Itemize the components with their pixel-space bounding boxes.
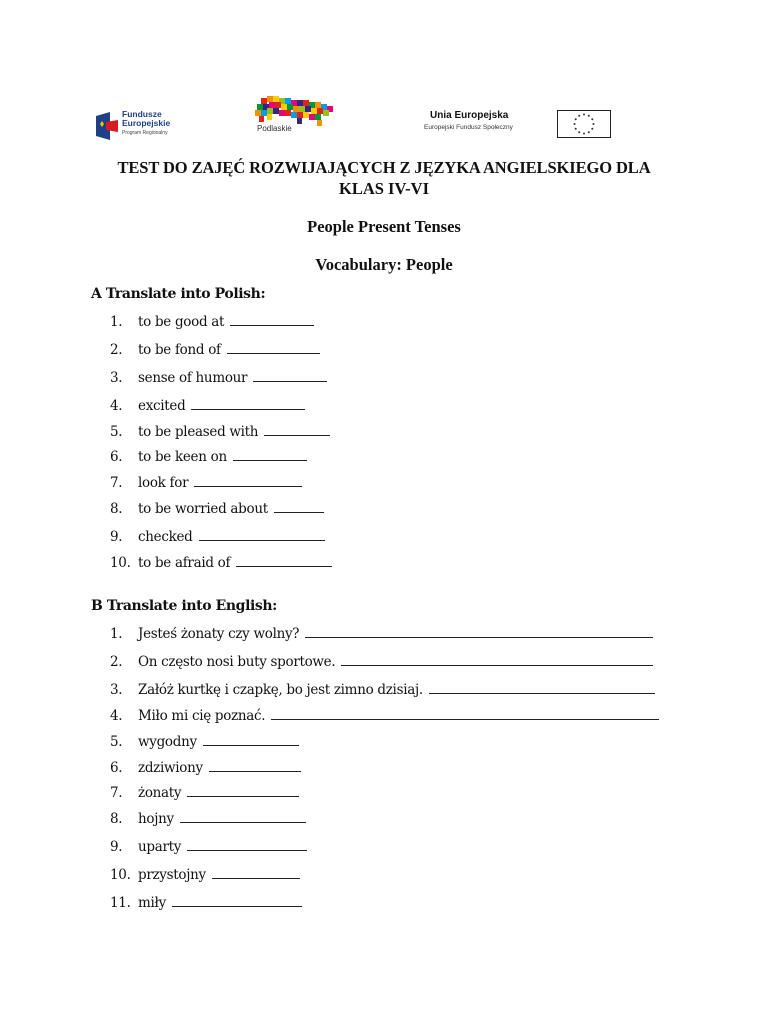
section-b-item [110,811,306,827]
answer-blank[interactable] [194,475,302,487]
item-text: to be pleased with [138,424,259,440]
item-text: checked [138,529,193,545]
item-number: 3. [110,370,123,386]
podlaskie-logo [247,94,347,146]
section-a-item [110,529,325,545]
item-text: Miło mi cię poznać. [138,708,266,724]
fe-flag-icon [96,112,118,140]
answer-blank[interactable] [180,811,306,823]
item-number: 8. [110,501,123,517]
answer-blank[interactable] [199,529,325,541]
ue-subtitle: Europejski Fundusz Społeczny [424,124,513,131]
section-a-item [110,475,302,491]
item-text: to be afraid of [138,555,231,571]
section-a-heading: A Translate into Polish: [91,286,266,302]
item-text: to be keen on [138,449,227,465]
section-b-item [110,734,299,750]
podlaskie-label: Podlaskie [257,124,292,133]
item-text: Załóż kurtkę i czapkę, bo jest zimno dzisiaj. [138,682,423,698]
answer-blank[interactable] [305,626,653,638]
section-b-item [110,682,655,698]
item-number: 10. [110,555,131,571]
section-a-item [110,555,332,571]
item-text: On często nosi buty sportowe. [138,654,336,670]
item-number: 1. [110,626,123,642]
item-number: 9. [110,529,123,545]
section-b-item [110,654,653,670]
section-b-item [110,867,300,883]
section-b-heading: B Translate into English: [91,598,277,614]
answer-blank[interactable] [209,760,301,772]
answer-blank[interactable] [212,867,300,879]
answer-blank[interactable] [230,314,314,326]
item-text: przystojny [138,867,206,883]
item-number: 7. [110,785,123,801]
answer-blank[interactable] [187,785,299,797]
item-number: 5. [110,424,123,440]
section-a-item [110,370,327,386]
item-number: 2. [110,342,123,358]
logo-bar [0,92,768,150]
vocabulary-title: Vocabulary: People [315,255,453,274]
test-title-line1: TEST DO ZAJĘĆ ROZWIJAJĄCYCH Z JĘZYKA ANGIELSKIEGO DLA [117,158,651,177]
section-b-item [110,760,301,776]
answer-blank[interactable] [271,708,659,720]
item-text: excited [138,398,186,414]
item-number: 10. [110,867,131,883]
answer-blank[interactable] [264,424,330,436]
item-text: zdziwiony [138,760,203,776]
item-number: 6. [110,760,123,776]
item-number: 1. [110,314,123,330]
section-b-item [110,839,307,855]
section-b-item [110,626,653,642]
answer-blank[interactable] [253,370,327,382]
item-text: miły [138,895,166,911]
answer-blank[interactable] [172,895,302,907]
item-number: 9. [110,839,123,855]
item-number: 2. [110,654,123,670]
item-number: 7. [110,475,123,491]
section-a-item [110,424,330,440]
item-number: 8. [110,811,123,827]
answer-blank[interactable] [274,501,324,513]
answer-blank[interactable] [236,555,332,567]
section-b-item [110,708,659,724]
item-text: uparty [138,839,182,855]
answer-blank[interactable] [233,449,307,461]
item-text: żonaty [138,785,182,801]
answer-blank[interactable] [191,398,305,410]
eu-flag-icon [557,110,611,138]
item-text: Jesteś żonaty czy wolny? [138,626,300,642]
item-text: wygodny [138,734,197,750]
answer-blank[interactable] [203,734,299,746]
answer-blank[interactable] [227,342,320,354]
item-number: 3. [110,682,123,698]
ue-title: Unia Europejska [430,110,509,121]
section-a-item [110,314,314,330]
item-text: hojny [138,811,174,827]
item-number: 5. [110,734,123,750]
section-b-item [110,785,299,801]
topic-title: People Present Tenses [307,217,461,236]
item-text: to be good at [138,314,225,330]
fundusze-europejskie-logo [96,110,206,144]
answer-blank[interactable] [429,682,655,694]
section-a-item [110,342,320,358]
answer-blank[interactable] [341,654,653,666]
section-a-item [110,398,305,414]
unia-europejska-logo [420,108,620,140]
item-number: 6. [110,449,123,465]
section-a-item [110,449,307,465]
fe-line2: Europejskie [122,118,171,128]
section-a-item [110,501,324,517]
section-b-item [110,895,302,911]
item-text: look for [138,475,189,491]
item-text: to be worried about [138,501,268,517]
item-number: 4. [110,398,123,414]
item-text: sense of humour [138,370,248,386]
item-text: to be fond of [138,342,221,358]
item-number: 11. [110,895,131,911]
item-number: 4. [110,708,123,724]
fe-line3: Program Regionalny [122,130,168,136]
answer-blank[interactable] [187,839,307,851]
test-title-line2: KLAS IV-VI [338,179,429,198]
fe-line1: Fundusze [122,109,162,119]
